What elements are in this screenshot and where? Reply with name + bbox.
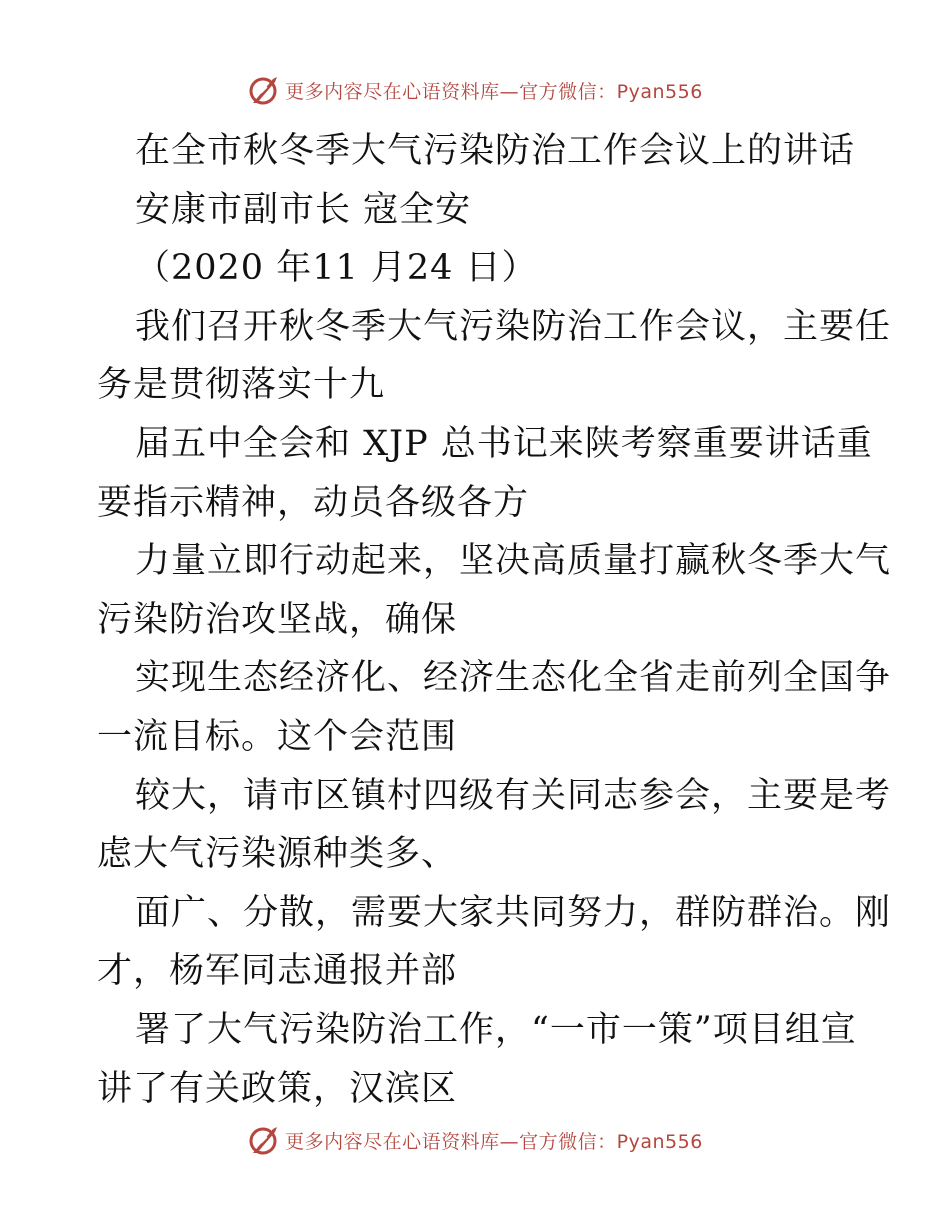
paragraph-line: 污染防治攻坚战，确保 <box>97 599 458 640</box>
paragraph-line: 署了大气污染防治工作，“一市一策”项目组宣 <box>135 1009 857 1050</box>
paragraph-line: 讲了有关政策，汉滨区 <box>97 1068 458 1109</box>
paragraph-line: 实现生态经济化、经济生态化全省走前列全国争 <box>135 658 892 699</box>
header-watermark-text: 更多内容尽在心语资料库—官方微信：Pyan556 <box>285 80 703 103</box>
paragraph-line: 力量立即行动起来，坚决高质量打赢秋冬季大气 <box>135 541 892 582</box>
paragraph-line: 才，杨军同志通报并部 <box>97 951 458 992</box>
paragraph-line: 要指示精神，动员各级各方 <box>97 482 530 523</box>
paragraph-line: 较大，请市区镇村四级有关同志参会，主要是考 <box>135 775 892 816</box>
paragraph-line: 虑大气污染源种类多、 <box>97 834 458 875</box>
quill-pen-logo-icon <box>247 73 281 107</box>
paragraph-line: 届五中全会和 XJP 总书记来陕考察重要讲话重 <box>135 423 873 464</box>
header-watermark-banner <box>0 70 950 110</box>
paragraph-line: 我们召开秋冬季大气污染防治工作会议，主要任 <box>135 306 892 347</box>
quill-pen-logo-icon <box>247 1123 281 1157</box>
footer-watermark-banner <box>0 1120 950 1160</box>
document-body <box>97 122 892 1118</box>
speaker-line: 安康市副市长 寇全安 <box>135 189 472 230</box>
footer-watermark-text: 更多内容尽在心语资料库—官方微信：Pyan556 <box>285 1130 703 1153</box>
paragraph-line: 务是贯彻落实十九 <box>97 365 386 406</box>
paragraph-line: 一流目标。这个会范围 <box>97 716 458 757</box>
paragraph-line: 面广、分散，需要大家共同努力，群防群治。刚 <box>135 892 892 933</box>
date-line: （2020 年11 月24 日） <box>135 248 538 289</box>
speech-title: 在全市秋冬季大气污染防治工作会议上的讲话 <box>135 131 856 171</box>
